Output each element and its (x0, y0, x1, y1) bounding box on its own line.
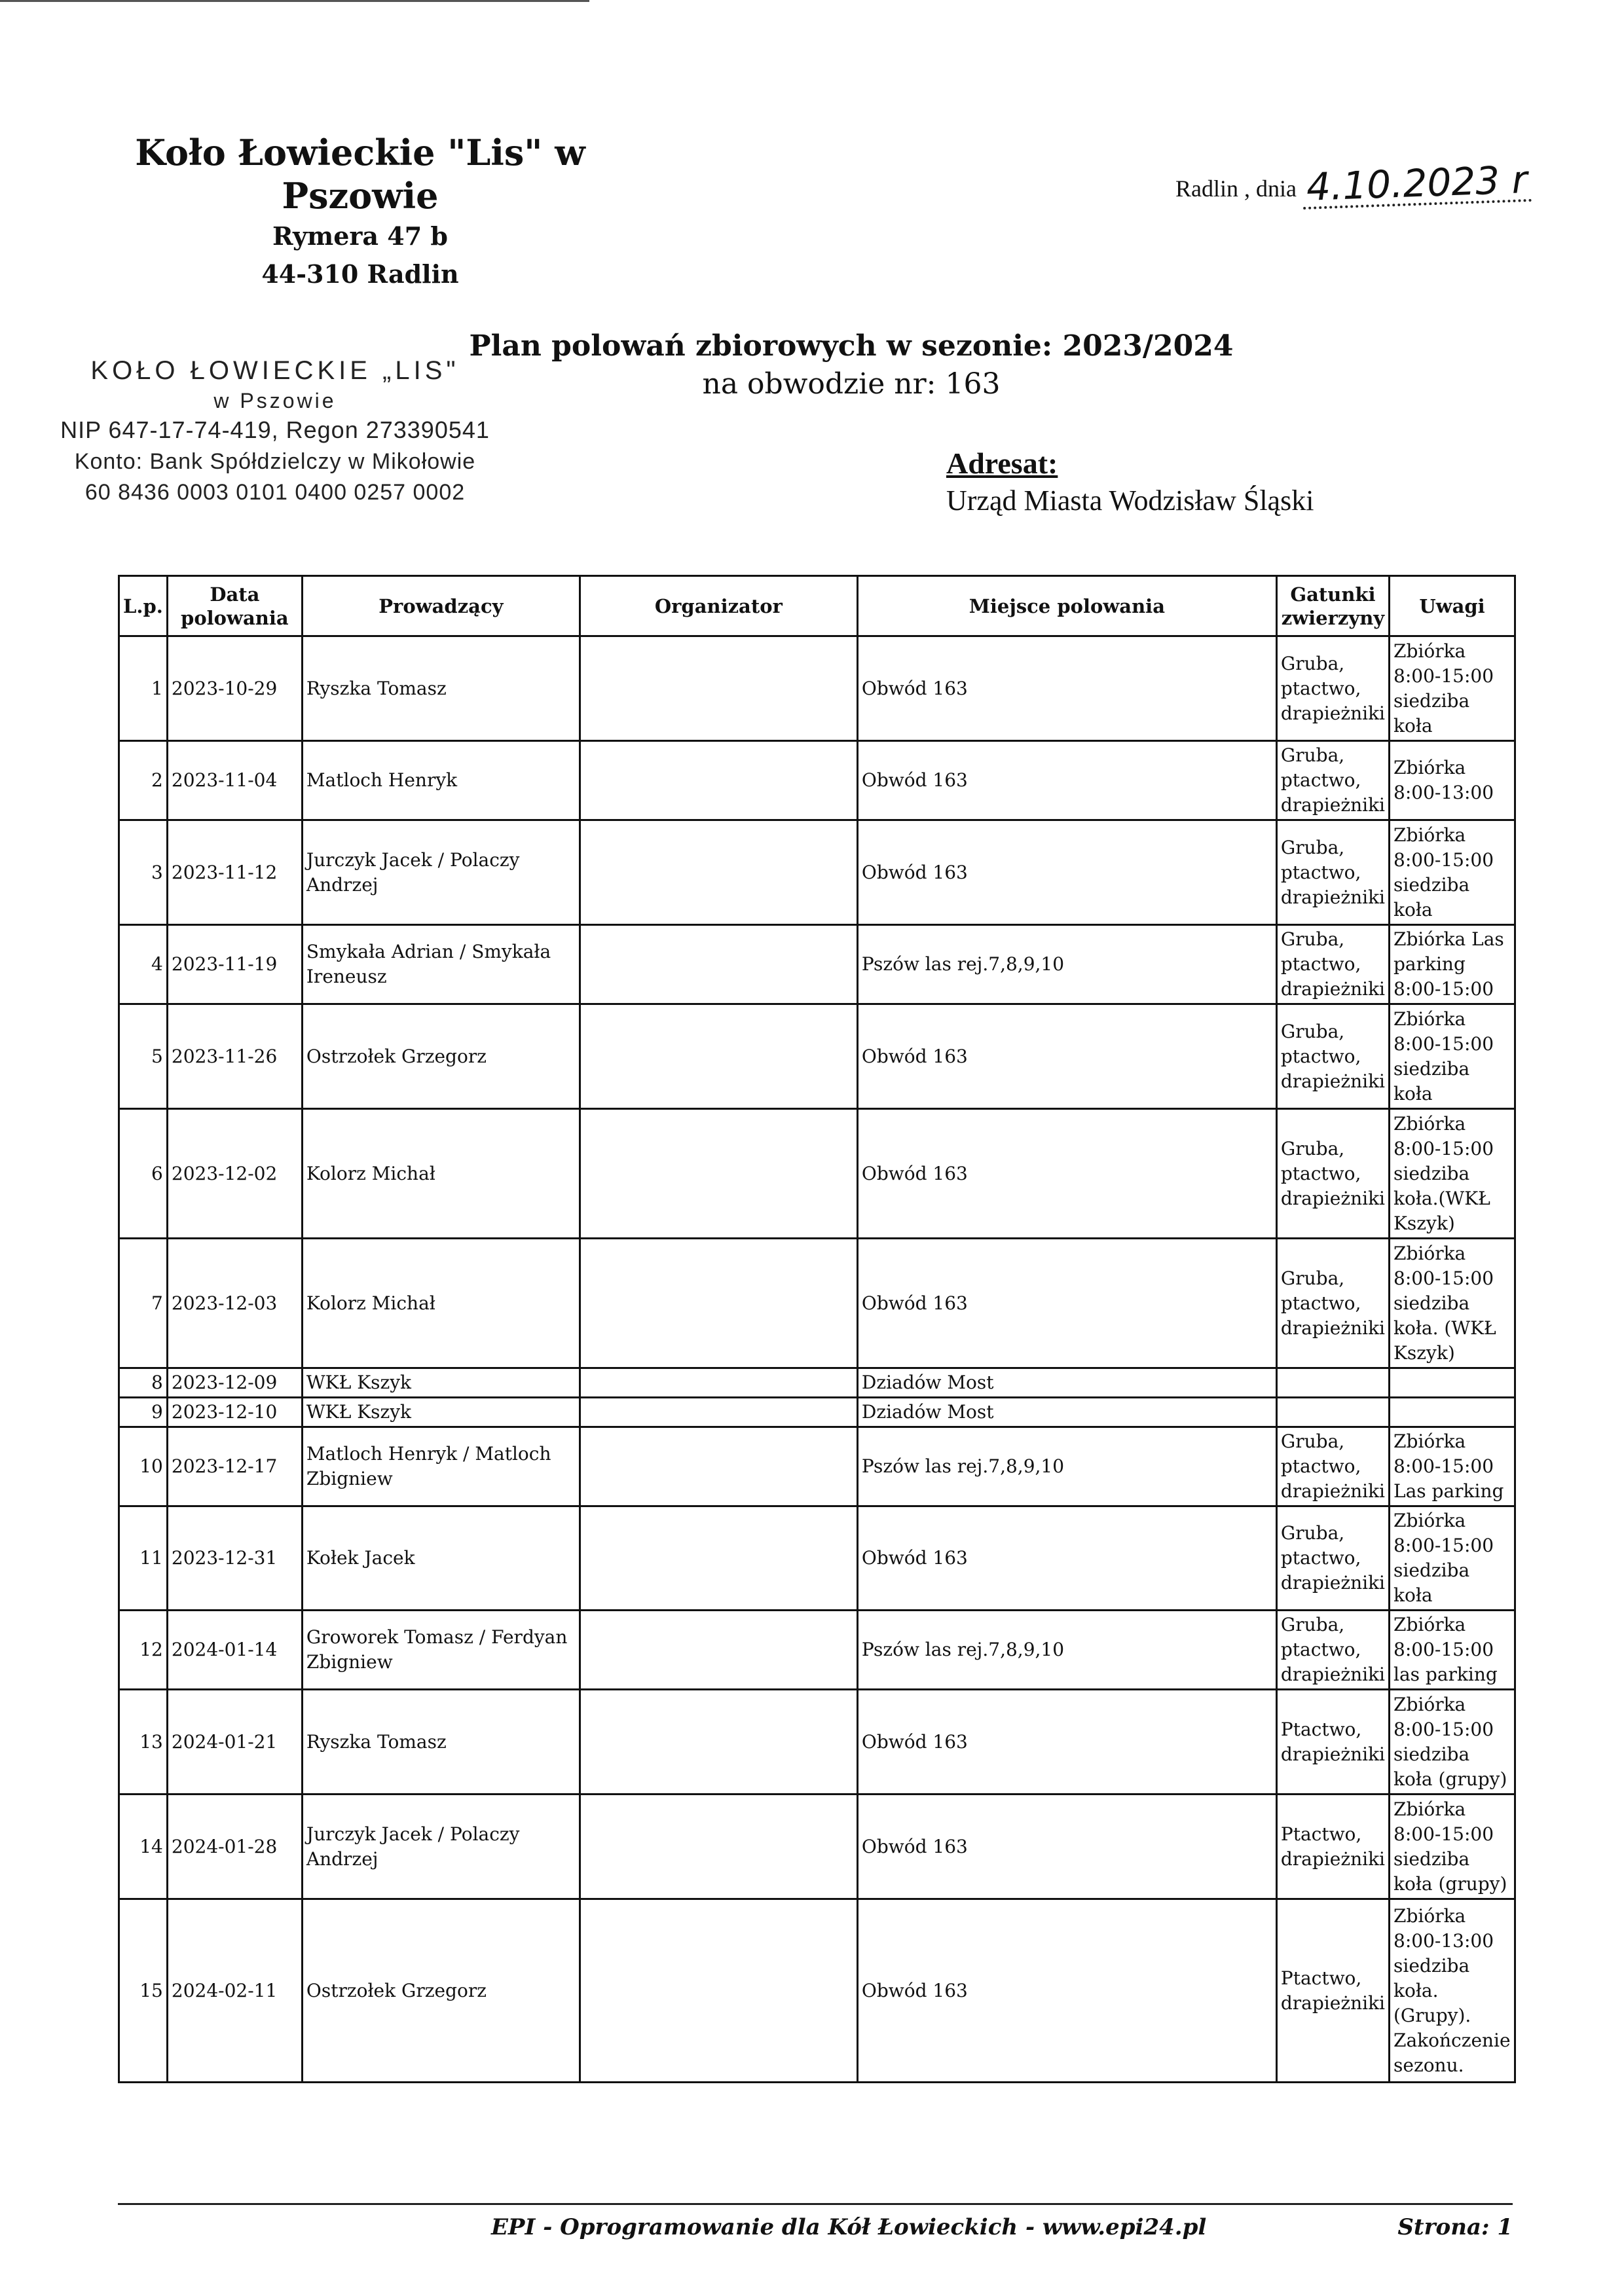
row-date: 2024-01-14 (167, 1611, 302, 1690)
row-date: 2023-12-09 (167, 1368, 302, 1398)
row-place: Obwód 163 (857, 636, 1276, 741)
row-leader: Matloch Henryk / Matloch Zbigniew (302, 1427, 580, 1506)
row-lp: 6 (119, 1109, 168, 1239)
row-lp: 13 (119, 1690, 168, 1795)
row-species: Gruba, ptactwo, drapieżniki (1276, 1004, 1389, 1109)
row-lp: 12 (119, 1611, 168, 1690)
plan-title: Plan polowań zbiorowych w sezonie: 2023/2024 (469, 329, 1234, 363)
handwritten-date: 4.10.2023 r (1302, 160, 1532, 210)
row-species: Gruba, ptactwo, drapieżniki (1276, 636, 1389, 741)
row-species (1276, 1368, 1389, 1398)
row-organizer (580, 820, 857, 925)
row-leader: Jurczyk Jacek / Polaczy Andrzej (302, 820, 580, 925)
row-organizer (580, 1506, 857, 1611)
addressee-value: Urząd Miasta Wodzisław Śląski (946, 484, 1314, 517)
row-date: 2023-11-04 (167, 741, 302, 820)
row-leader: Jurczyk Jacek / Polaczy Andrzej (302, 1795, 580, 1899)
stamp-line-account: 60 8436 0003 0101 0400 0257 0002 (84, 480, 466, 505)
row-notes: Zbiórka 8:00-13:00 (1390, 741, 1515, 820)
addressee-block (946, 445, 1314, 520)
club-name-line1: Koło Łowieckie "Lis" w (135, 132, 585, 173)
row-lp: 9 (119, 1398, 168, 1427)
row-notes: Zbiórka 8:00-15:00 siedziba koła. (WKŁ Kszyk) (1390, 1239, 1515, 1368)
row-lp: 15 (119, 1899, 168, 2083)
row-date: 2023-11-19 (167, 925, 302, 1004)
col-leader: Prowadzący (302, 576, 580, 636)
addressee-label: Adresat: (946, 446, 1058, 480)
row-lp: 14 (119, 1795, 168, 1899)
stamp-line-nip: NIP 647-17-74-419, Regon 273390541 (60, 416, 490, 443)
table-row (119, 1611, 1515, 1690)
row-organizer (580, 1611, 857, 1690)
row-leader: Ryszka Tomasz (302, 636, 580, 741)
table-row (119, 636, 1515, 741)
row-date: 2024-01-28 (167, 1795, 302, 1899)
table-row (119, 1109, 1515, 1239)
hunting-plan-table (118, 575, 1516, 2083)
col-organizer: Organizator (580, 576, 857, 636)
row-leader: Kołek Jacek (302, 1506, 580, 1611)
row-leader: Matloch Henryk (302, 741, 580, 820)
table-row (119, 1690, 1515, 1795)
date-prefix: Radlin , dnia (1175, 175, 1297, 202)
row-leader: Ryszka Tomasz (302, 1690, 580, 1795)
plan-title-block (393, 327, 1310, 403)
row-date: 2023-12-10 (167, 1398, 302, 1427)
row-leader: Kolorz Michał (302, 1109, 580, 1239)
table-row (119, 1398, 1515, 1427)
club-street: Rymera 47 b (272, 221, 448, 251)
row-notes: Zbiórka 8:00-15:00 siedziba koła (grupy) (1390, 1795, 1515, 1899)
row-date: 2023-11-26 (167, 1004, 302, 1109)
stamp-line-name: KOŁO ŁOWIECKIE „LIS" (90, 356, 460, 385)
row-organizer (580, 1427, 857, 1506)
top-rule (0, 0, 589, 2)
row-species: Gruba, ptactwo, drapieżniki (1276, 1109, 1389, 1239)
row-species: Gruba, ptactwo, drapieżniki (1276, 820, 1389, 925)
row-notes: Zbiórka 8:00-15:00 siedziba koła (grupy) (1390, 1690, 1515, 1795)
row-place: Obwód 163 (857, 1109, 1276, 1239)
row-leader: Ostrzołek Grzegorz (302, 1899, 580, 2083)
row-species: Gruba, ptactwo, drapieżniki (1276, 1506, 1389, 1611)
row-place: Obwód 163 (857, 741, 1276, 820)
row-place: Obwód 163 (857, 1899, 1276, 2083)
row-lp: 1 (119, 636, 168, 741)
col-notes: Uwagi (1390, 576, 1515, 636)
place-date (1175, 157, 1531, 210)
row-notes (1390, 1368, 1515, 1398)
col-place: Miejsce polowania (857, 576, 1276, 636)
row-notes (1390, 1398, 1515, 1427)
club-postal: 44-310 Radlin (261, 259, 459, 289)
row-species: Ptactwo, drapieżniki (1276, 1690, 1389, 1795)
row-leader: Smykała Adrian / Smykała Ireneusz (302, 925, 580, 1004)
row-place: Pszów las rej.7,8,9,10 (857, 1427, 1276, 1506)
table-row (119, 1506, 1515, 1611)
row-species: Ptactwo, drapieżniki (1276, 1795, 1389, 1899)
stamp-line-town: w Pszowie (213, 389, 337, 412)
row-date: 2023-12-31 (167, 1506, 302, 1611)
row-lp: 10 (119, 1427, 168, 1506)
row-organizer (580, 1690, 857, 1795)
row-date: 2024-02-11 (167, 1899, 302, 2083)
row-notes: Zbiórka 8:00-15:00 siedziba koła (1390, 1506, 1515, 1611)
row-species: Ptactwo, drapieżniki (1276, 1899, 1389, 2083)
row-date: 2023-12-03 (167, 1239, 302, 1368)
row-date: 2024-01-21 (167, 1690, 302, 1795)
row-notes: Zbiórka 8:00-15:00 siedziba koła (1390, 1004, 1515, 1109)
row-place: Pszów las rej.7,8,9,10 (857, 925, 1276, 1004)
row-organizer (580, 1004, 857, 1109)
row-place: Obwód 163 (857, 1506, 1276, 1611)
row-notes: Zbiórka 8:00-15:00 siedziba koła (1390, 820, 1515, 925)
row-leader: WKŁ Kszyk (302, 1398, 580, 1427)
row-place: Dziadów Most (857, 1398, 1276, 1427)
row-place: Obwód 163 (857, 1004, 1276, 1109)
page-footer (118, 2203, 1513, 2240)
plan-district: na obwodzie nr: 163 (702, 367, 1001, 401)
row-place: Dziadów Most (857, 1368, 1276, 1398)
row-organizer (580, 1239, 857, 1368)
table-row (119, 925, 1515, 1004)
row-leader: Groworek Tomasz / Ferdyan Zbigniew (302, 1611, 580, 1690)
club-header (118, 131, 602, 293)
row-leader: Ostrzołek Grzegorz (302, 1004, 580, 1109)
row-leader: Kolorz Michał (302, 1239, 580, 1368)
row-lp: 7 (119, 1239, 168, 1368)
row-place: Obwód 163 (857, 820, 1276, 925)
row-organizer (580, 925, 857, 1004)
row-place: Pszów las rej.7,8,9,10 (857, 1611, 1276, 1690)
row-lp: 4 (119, 925, 168, 1004)
row-species: Gruba, ptactwo, drapieżniki (1276, 741, 1389, 820)
row-notes: Zbiórka 8:00-15:00 siedziba koła.(WKŁ Kszyk) (1390, 1109, 1515, 1239)
row-notes: Zbiórka Las parking 8:00-15:00 (1390, 925, 1515, 1004)
row-organizer (580, 636, 857, 741)
col-lp: L.p. (119, 576, 168, 636)
row-place: Obwód 163 (857, 1690, 1276, 1795)
table-row (119, 1368, 1515, 1398)
row-notes: Zbiórka 8:00-15:00 siedziba koła (1390, 636, 1515, 741)
row-lp: 11 (119, 1506, 168, 1611)
row-notes: Zbiórka 8:00-15:00 las parking (1390, 1611, 1515, 1690)
table-row (119, 1899, 1515, 2083)
row-species: Gruba, ptactwo, drapieżniki (1276, 1239, 1389, 1368)
table-row (119, 1427, 1515, 1506)
table-row (119, 1239, 1515, 1368)
table-row (119, 820, 1515, 925)
stamp-line-bank: Konto: Bank Spółdzielczy w Mikołowie (74, 449, 476, 474)
row-date: 2023-10-29 (167, 636, 302, 741)
row-organizer (580, 1109, 857, 1239)
row-date: 2023-12-02 (167, 1109, 302, 1239)
row-date: 2023-11-12 (167, 820, 302, 925)
row-species: Gruba, ptactwo, drapieżniki (1276, 1427, 1389, 1506)
row-lp: 8 (119, 1368, 168, 1398)
row-lp: 5 (119, 1004, 168, 1109)
club-name-line2: Pszowie (282, 175, 439, 217)
col-date: Data polowania (167, 576, 302, 636)
row-species: Gruba, ptactwo, drapieżniki (1276, 1611, 1389, 1690)
footer-page-number: Strona: 1 (1397, 2214, 1513, 2240)
row-date: 2023-12-17 (167, 1427, 302, 1506)
row-place: Obwód 163 (857, 1239, 1276, 1368)
row-notes: Zbiórka 8:00-15:00 Las parking (1390, 1427, 1515, 1506)
table-header-row (119, 576, 1515, 636)
row-lp: 2 (119, 741, 168, 820)
row-place: Obwód 163 (857, 1795, 1276, 1899)
row-lp: 3 (119, 820, 168, 925)
row-leader: WKŁ Kszyk (302, 1368, 580, 1398)
footer-software: EPI - Oprogramowanie dla Kół Łowieckich - www.epi24.pl (491, 2214, 1207, 2240)
table-row (119, 1004, 1515, 1109)
row-organizer (580, 1398, 857, 1427)
row-organizer (580, 1795, 857, 1899)
row-species: Gruba, ptactwo, drapieżniki (1276, 925, 1389, 1004)
row-organizer (580, 1368, 857, 1398)
table-row (119, 741, 1515, 820)
row-species (1276, 1398, 1389, 1427)
row-organizer (580, 1899, 857, 2083)
col-species: Gatunki zwierzyny (1276, 576, 1389, 636)
table-row (119, 1795, 1515, 1899)
row-organizer (580, 741, 857, 820)
row-notes: Zbiórka 8:00-13:00 siedziba koła. (Grupy). Zakończenie sezonu. (1390, 1899, 1515, 2083)
